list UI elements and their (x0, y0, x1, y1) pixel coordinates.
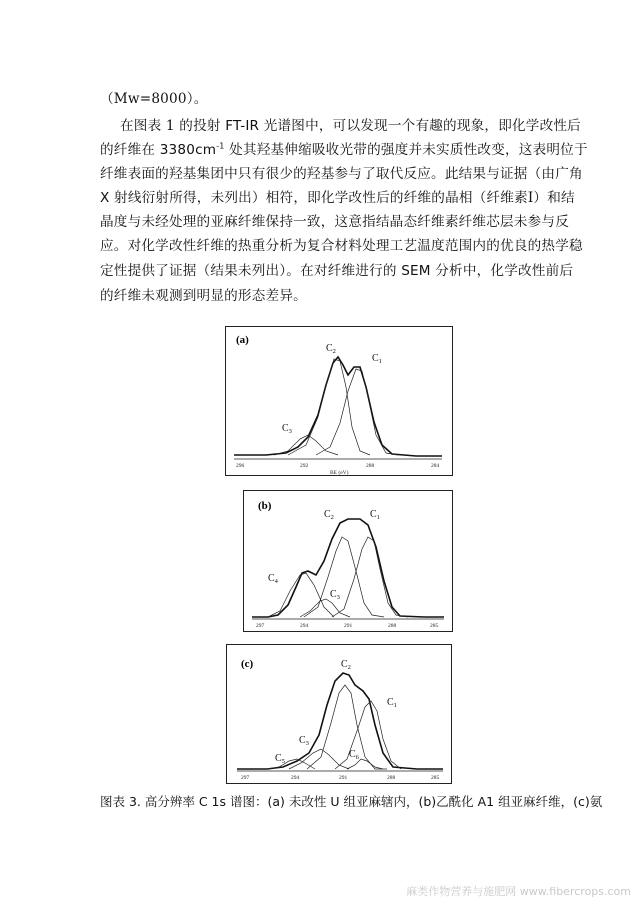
x-tick-label: 291 (344, 623, 353, 629)
xps-spectrum-c (227, 645, 453, 785)
peak-label: $C_1$ (370, 509, 380, 521)
superscript: -1 (216, 141, 225, 151)
x-tick-label: 296 (236, 463, 245, 469)
peak-label: $C_2$ (326, 343, 336, 355)
text-fragment: 的纤维未观测到明显的形态差异。 (100, 288, 307, 304)
text-fragment: 在图表 1 的投射 (120, 118, 226, 134)
x-tick-label: 294 (300, 623, 309, 629)
text-line-5 (100, 211, 569, 233)
envelope-curve (252, 519, 444, 617)
x-tick-label: 284 (431, 463, 440, 469)
x-tick-label: 292 (300, 463, 309, 469)
peak-c6-curve (347, 759, 383, 769)
text-line-2 (100, 139, 588, 161)
x-tick-label: 291 (339, 775, 348, 781)
text-line-7 (100, 260, 573, 282)
x-tick-label: 297 (256, 623, 265, 629)
text-line-1 (120, 115, 581, 137)
peak-label: $C_5$ (275, 753, 285, 765)
text-fragment: 光谱图中，可以发现一个有趣的现象，即化学改性后 (259, 118, 581, 134)
peak-label: $C_3$ (330, 589, 340, 601)
xps-spectrum-a (226, 327, 454, 477)
peak-label: $C_2$ (324, 509, 334, 521)
figure-panel-b (243, 490, 453, 632)
panel-label: (a) (236, 334, 249, 346)
text-fragment: SEM (401, 263, 431, 279)
peak-c1-curve (332, 537, 408, 617)
text-fragment: 纤维表面的羟基集团中只有很少的羟基参与了取代反应。此结果与证据（由广角 (100, 166, 583, 182)
text-line-6 (100, 235, 583, 257)
x-tick-label: 285 (430, 623, 439, 629)
text-line-3 (100, 163, 583, 185)
peak-label: $C_1$ (387, 697, 397, 709)
peak-label: $C_4$ (268, 573, 278, 585)
text-fragment: 处其羟基伸缩吸收光带的强度并未实质性改变，这表明位于 (224, 142, 588, 158)
text-line-8 (100, 285, 307, 307)
x-tick-label: 297 (241, 775, 250, 781)
figure-panel-a (225, 326, 453, 476)
peak-label: $C_1$ (372, 353, 382, 365)
x-tick-label: 288 (387, 775, 396, 781)
envelope-curve (234, 357, 442, 456)
peak-c1-curve (335, 701, 401, 769)
x-tick-label: 288 (366, 463, 375, 469)
peak-label: $C_3$ (299, 735, 309, 747)
envelope-curve (237, 673, 443, 769)
peak-label: $C_2$ (341, 659, 351, 671)
mw-fragment: （Mw=8000）。 (100, 91, 208, 107)
text-line-0 (100, 88, 208, 110)
x-axis-label: BE (eV) (330, 470, 349, 476)
text-fragment: 定性提供了证据（结果未列出）。在对纤维进行的 (100, 263, 402, 279)
figure-panel-c (226, 644, 452, 784)
peak-label: $C_3$ (282, 423, 292, 435)
text-fragment: 3380cm (159, 142, 217, 158)
panel-label: (c) (241, 658, 254, 670)
text-line-4 (100, 187, 575, 209)
text-fragment: 晶度与未经处理的亚麻纤维保持一致，这意指结晶态纤维素纤维芯层未参与反 (100, 214, 569, 230)
panel-label: (b) (258, 500, 272, 512)
x-tick-label: 294 (291, 775, 300, 781)
watermark: 麻类作物营养与施肥网 www.fibercrops.com (406, 885, 631, 898)
text-fragment: FT-IR (225, 118, 260, 134)
x-tick-label: 285 (431, 775, 440, 781)
x-tick-label: 288 (388, 623, 397, 629)
text-fragment: X (100, 190, 110, 206)
figure-caption: 图表 3. 高分辨率 C 1s 谱图：(a) 未改性 U 组亚麻辖内，(b)乙酰化 A1 组亚麻纤维，(c)氨 (100, 794, 603, 809)
text-fragment: 应。对化学改性纤维的热重分析为复合材料处理工艺温度范围内的优良的热学稳 (100, 238, 583, 254)
peak-label: $C_6$ (349, 749, 359, 761)
xps-spectrum-b (244, 491, 454, 633)
text-fragment: 分析中，化学改性前后 (430, 263, 574, 279)
text-fragment: 的纤维在 (100, 142, 160, 158)
text-fragment: 射线衍射所得，未列出）相符，即化学改性后的纤维的晶相（纤维素Ⅰ）和结 (109, 190, 575, 206)
